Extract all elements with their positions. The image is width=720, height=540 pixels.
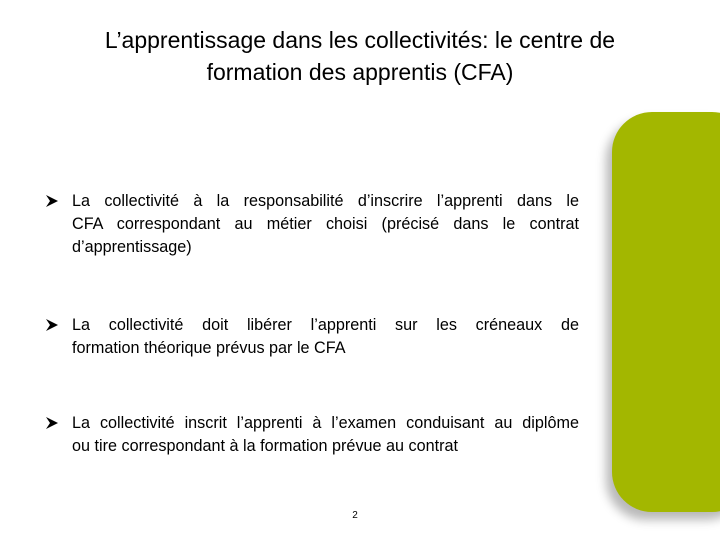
slide-title-line: L’apprentissage dans les collectivités: le centre de: [104, 27, 616, 53]
arrowhead-bullet-icon: [45, 412, 65, 430]
bullet-text-line: La collectivité inscrit l’apprenti à l’examen conduisant au diplôme: [72, 414, 579, 432]
page-number: 2: [352, 510, 358, 521]
bullet-text-line: La collectivité à la responsabilité d’inscrire l’apprenti dans le: [72, 192, 579, 210]
arrowhead-bullet-icon: [45, 314, 65, 332]
bullet-text-line: La collectivité doit libérer l’apprenti sur les créneaux de: [72, 316, 579, 334]
slide-title-line: formation des apprentis (CFA): [206, 59, 514, 85]
bullet-text-line: ou tire correspondant à la formation prévue au contrat: [72, 437, 459, 455]
bullet-item: [45, 412, 579, 458]
bullet-text-line: CFA correspondant au métier choisi (précisé dans le contrat: [72, 215, 579, 233]
bullet-text-line: formation théorique prévus par le CFA: [72, 339, 346, 357]
decorative-green-tab: [612, 112, 720, 512]
bullet-text-line: d’apprentissage): [72, 238, 192, 256]
bullet-item: [45, 314, 579, 360]
arrowhead-bullet-icon: [45, 190, 65, 208]
slide-title: [60, 24, 660, 88]
bullet-item: [45, 190, 579, 259]
